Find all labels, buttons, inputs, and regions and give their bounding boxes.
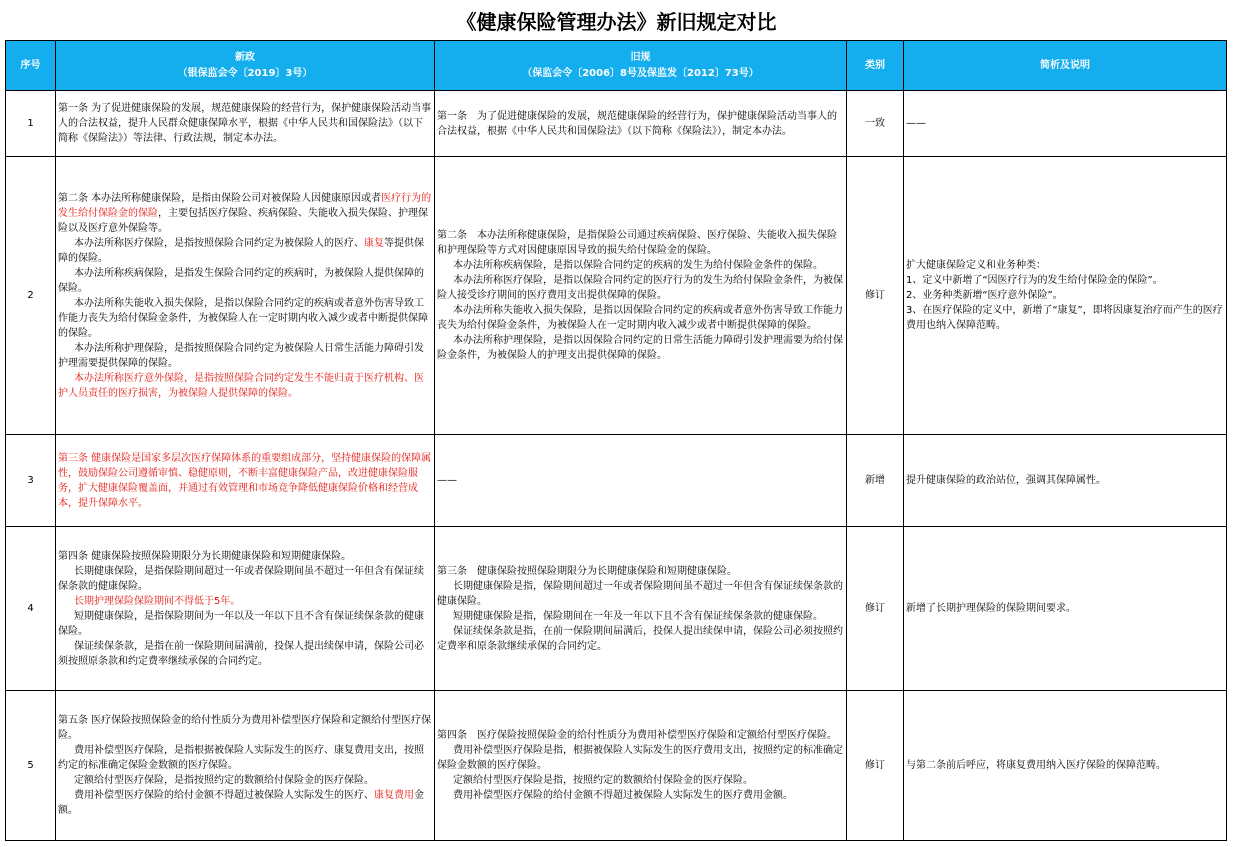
analysis-cell <box>904 691 1227 841</box>
row-number: 3 <box>6 435 56 527</box>
paragraph <box>437 564 844 579</box>
paragraph <box>58 639 432 669</box>
old-rule-cell <box>435 527 847 691</box>
paragraph <box>58 266 432 296</box>
paragraph <box>58 451 432 511</box>
row-number: 1 <box>6 91 56 157</box>
paragraph <box>58 236 432 266</box>
new-rule-cell <box>56 157 435 435</box>
paragraph <box>437 473 844 488</box>
paragraph-text: 费用补偿型医疗保险是指，根据被保险人实际发生的医疗费用支出，按照约定的标准确定保险金数额的医疗保险。 <box>437 745 843 771</box>
paragraph-text: 定额给付型医疗保险，是指按照约定的数额给付保险金的医疗保险。 <box>74 775 374 786</box>
header-new-line2: （银保监会令〔2019〕3号） <box>177 67 313 79</box>
paragraph <box>58 549 432 564</box>
paragraph-highlight: 本办法所称医疗意外保险，是指按照保险合同约定发生不能归责于医疗机构、医护人员责任的医疗损害，为被保险人提供保障的保险。 <box>58 372 424 399</box>
header-analysis: 简析及说明 <box>904 41 1227 91</box>
paragraph <box>437 609 844 624</box>
paragraph-highlight: 康复 <box>364 237 384 249</box>
paragraph-text: 本办法所称护理保险，是指按照保险合同约定为被保险人日常生活能力障碍引发护理需要提供保障的保险。 <box>58 342 424 369</box>
paragraph-text: ，主要包括医疗保险、疾病保险、失能收入损失保险、护理保险以及医疗意外保险等。 <box>58 207 428 234</box>
table-row <box>6 157 1227 435</box>
header-old-line1: 旧规 <box>630 51 651 63</box>
paragraph-text: 本办法所称疾病保险，是指以保险合同约定的疾病的发生为给付保险金条件的保险。 <box>453 260 823 271</box>
row-number: 5 <box>6 691 56 841</box>
analysis-line: —— <box>906 118 926 129</box>
paragraph <box>437 109 844 139</box>
table-row <box>6 691 1227 841</box>
paragraph-highlight: 第三条 健康保险是国家多层次医疗保障体系的重要组成部分，坚持健康保险的保障属性，鼓励保险公司遵循审慎、稳健原则，不断丰富健康保险产品，改进健康保险服务，扩大健康保险覆盖面，并通过有效管理和市场竞争降低健康保险价格和经营成本，提升保障水平。 <box>58 452 432 509</box>
analysis-cell <box>904 435 1227 527</box>
header-no: 序号 <box>6 41 56 91</box>
analysis-line: 提升健康保险的政治站位，强调其保障属性。 <box>906 475 1106 486</box>
paragraph <box>58 101 432 146</box>
paragraph <box>437 579 844 609</box>
analysis-line: 2、业务种类新增“医疗意外保险”。 <box>906 290 1063 301</box>
header-row <box>6 41 1227 91</box>
paragraph-text: 本办法所称疾病保险，是指发生保险合同约定的疾病时，为被保险人提供保障的保险。 <box>58 267 424 294</box>
paragraph-text: 长期健康保险是指，保险期间超过一年或者保险期间虽不超过一年但含有保证续保条款的健康保险。 <box>437 580 843 607</box>
paragraph-text: 第一条 为了促进健康保险的发展，规范健康保险的经营行为，保护健康保险活动当事人的合法权益，提升人民群众健康保障水平，根据《中华人民共和国保险法》（以下简称《保险法》）等法律、行政法规，制定本办法。 <box>58 103 432 144</box>
paragraph-text: 费用补偿型医疗保险的给付金额不得超过被保险人实际发生的医疗费用金额。 <box>453 790 793 801</box>
table-row <box>6 435 1227 527</box>
analysis-cell <box>904 91 1227 157</box>
paragraph <box>58 296 432 341</box>
paragraph-text: 第二条 本办法所称健康保险，是指保险公司通过疾病保险、医疗保险、失能收入损失保险和护理保险等方式对因健康原因导致的损失给付保险金的保险。 <box>437 230 837 256</box>
paragraph-text: 短期健康保险，是指保险期间为一年以及一年以下且不含有保证续保条款的健康保险。 <box>58 610 424 637</box>
paragraph <box>437 624 844 654</box>
page-title: 《健康保险管理办法》新旧规定对比 <box>456 10 777 34</box>
paragraph-text: 第四条 医疗保险按照保险金的给付性质分为费用补偿型医疗保险和定额给付型医疗保险。 <box>437 730 837 741</box>
paragraph-text: 第三条 健康保险按照保险期限分为长期健康保险和短期健康保险。 <box>437 565 737 577</box>
paragraph-text: 本办法所称医疗保险，是指按照保险合同约定为被保险人的医疗、 <box>74 237 364 249</box>
paragraph-text: 本办法所称医疗保险，是指以保险合同约定的医疗行为的发生为给付保险金条件，为被保险人接受诊疗期间的医疗费用支出提供保障的保险。 <box>437 275 843 301</box>
paragraph <box>58 788 432 818</box>
paragraph <box>58 564 432 594</box>
paragraph <box>437 743 844 773</box>
paragraph-text: 等提供保障的保险。 <box>58 237 424 264</box>
category-cell: 修订 <box>847 157 904 435</box>
paragraph-text: —— <box>437 475 457 486</box>
category-cell: 修订 <box>847 527 904 691</box>
row-number: 4 <box>6 527 56 691</box>
analysis-line: 1、定义中新增了“因医疗行为的发生给付保险金的保险”。 <box>906 275 1163 286</box>
paragraph <box>58 594 432 609</box>
paragraph-highlight: 医疗行为的发生给付保险金的保险 <box>58 192 432 219</box>
header-new <box>56 41 435 91</box>
paragraph <box>437 728 844 743</box>
paragraph-text: 定额给付型医疗保险是指，按照约定的数额给付保险金的医疗保险。 <box>453 775 753 786</box>
paragraph-text: 长期健康保险，是指保险期间超过一年或者保险期间虽不超过一年但含有保证续保条款的健康保险。 <box>58 565 424 592</box>
category-cell: 一致 <box>847 91 904 157</box>
analysis-line: 与第二条前后呼应，将康复费用纳入医疗保险的保障范畴。 <box>906 760 1166 771</box>
analysis-line: 3、在医疗保险的定义中，新增了“康复”，即将因康复治疗而产生的医疗费用也纳入保障范畴。 <box>906 305 1223 331</box>
paragraph-highlight: 长期护理保险保险期间不得低于5年。 <box>74 595 241 607</box>
paragraph <box>437 773 844 788</box>
paragraph <box>437 333 844 363</box>
paragraph <box>58 191 432 236</box>
old-rule-cell <box>435 691 847 841</box>
header-old <box>435 41 847 91</box>
analysis-cell <box>904 527 1227 691</box>
paragraph <box>58 743 432 773</box>
category-cell: 新增 <box>847 435 904 527</box>
paragraph-highlight: 康复费用 <box>374 790 414 801</box>
row-number: 2 <box>6 157 56 435</box>
comparison-table <box>5 40 1227 841</box>
old-rule-cell <box>435 435 847 527</box>
paragraph <box>58 773 432 788</box>
analysis-line: 扩大健康保险定义和业务种类： <box>906 260 1046 271</box>
category-cell: 修订 <box>847 691 904 841</box>
paragraph-text: 保证续保条款，是指在前一保险期间届满前，投保人提出续保申请，保险公司必须按照原条款和约定费率继续承保的合同约定。 <box>58 640 424 667</box>
paragraph-text: 第五条 医疗保险按照保险金的给付性质分为费用补偿型医疗保险和定额给付型医疗保险。 <box>58 715 432 741</box>
old-rule-cell <box>435 157 847 435</box>
paragraph-text: 保证续保条款是指，在前一保险期间届满后，投保人提出续保申请，保险公司必须按照约定费率和原条款继续承保的合同约定。 <box>437 625 843 652</box>
new-rule-cell <box>56 691 435 841</box>
analysis-line: 新增了长期护理保险的保险期间要求。 <box>906 603 1076 614</box>
paragraph-text: 第一条 为了促进健康保险的发展，规范健康保险的经营行为，保护健康保险活动当事人的合法权益，根据《中华人民共和国保险法》（以下简称《保险法》），制定本办法。 <box>437 110 837 137</box>
new-rule-cell <box>56 435 435 527</box>
paragraph-text: 第四条 健康保险按照保险期限分为长期健康保险和短期健康保险。 <box>58 550 352 562</box>
paragraph-text: 金额。 <box>58 790 424 816</box>
paragraph-text: 费用补偿型医疗保险的给付金额不得超过被保险人实际发生的医疗、 <box>74 790 374 801</box>
paragraph <box>58 371 432 401</box>
old-rule-cell <box>435 91 847 157</box>
paragraph-text: 第二条 本办法所称健康保险，是指由保险公司对被保险人因健康原因或者 <box>58 192 382 204</box>
paragraph-text: 短期健康保险是指，保险期间在一年及一年以下且不含有保证续保条款的健康保险。 <box>453 610 823 622</box>
paragraph-text: 本办法所称失能收入损失保险，是指以因保险合同约定的疾病或者意外伤害导致工作能力丧失为给付保险金条件，为被保险人在一定时期内收入减少或者中断提供保障的保险。 <box>437 305 843 331</box>
paragraph-text: 本办法所称护理保险，是指以因保险合同约定的日常生活能力障碍引发护理需要为给付保险金条件，为被保险人的护理支出提供保障的保险。 <box>437 335 843 361</box>
header-old-line2: （保监会令〔2006〕8号及保监发〔2012〕73号） <box>522 67 759 79</box>
table-row <box>6 91 1227 157</box>
header-category: 类别 <box>847 41 904 91</box>
analysis-cell <box>904 157 1227 435</box>
paragraph-text: 费用补偿型医疗保险，是指根据被保险人实际发生的医疗、康复费用支出，按照约定的标准确定保险金数额的医疗保险。 <box>58 745 424 771</box>
paragraph <box>58 609 432 639</box>
new-rule-cell <box>56 527 435 691</box>
paragraph <box>437 303 844 333</box>
paragraph <box>437 228 844 258</box>
paragraph-text: 本办法所称失能收入损失保险，是指以保险合同约定的疾病或者意外伤害导致工作能力丧失为给付保险金条件，为被保险人在一定时期内收入减少或者中断提供保障的保险。 <box>58 297 428 339</box>
paragraph <box>437 273 844 303</box>
paragraph <box>58 341 432 371</box>
paragraph <box>58 713 432 743</box>
header-new-line1: 新政 <box>235 51 255 63</box>
new-rule-cell <box>56 91 435 157</box>
table-row <box>6 527 1227 691</box>
paragraph <box>437 258 844 273</box>
paragraph <box>437 788 844 803</box>
